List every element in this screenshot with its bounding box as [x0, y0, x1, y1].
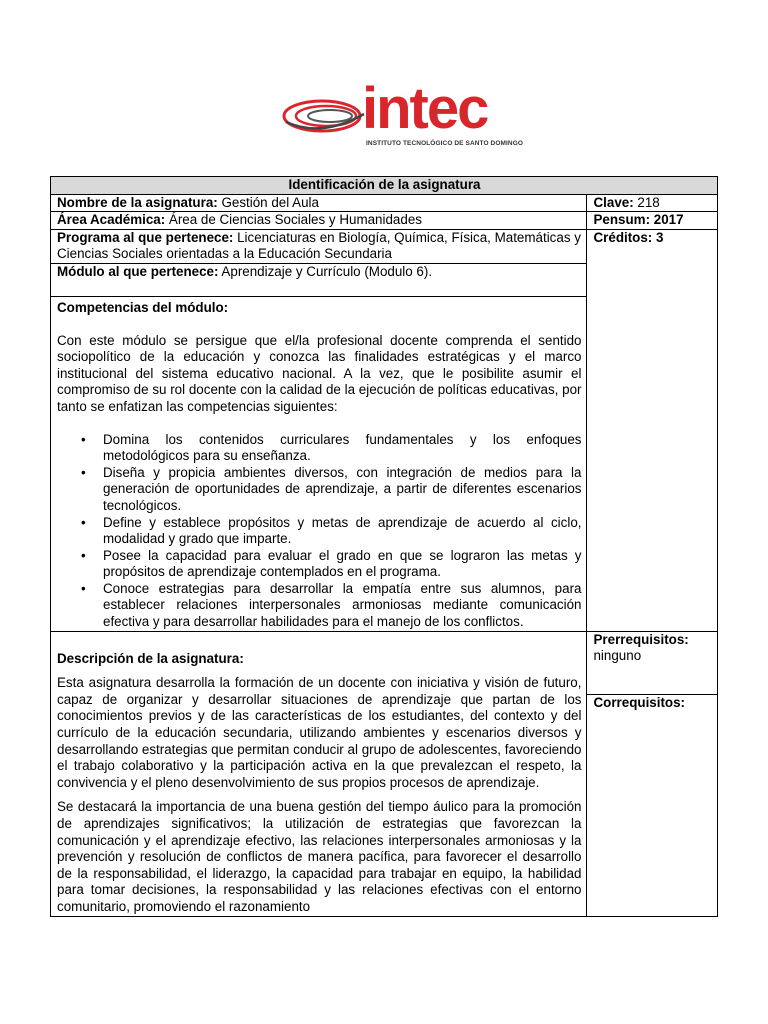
description-title: Descripción de la asignatura:	[57, 650, 244, 666]
competencies-cell	[51, 296, 587, 631]
description-paragraph-2: Se destacará la importancia de una buena gestión del tiempo áulico para la promoción de aprendizajes significativos; la utilización de estrategias que favorezcan la comunicación y el aprendizaje efectivo, las relaciones interpersonales armoniosas y la prevención y resolución de conflictos de manera pacífica, para favorecer el desarrollo de la responsabilidad, el liderazgo, la capacidad para trabajar en equipo, la habilidad para tomar decisiones, la responsabilidad y las relaciones efectivas con el entorno comunitario, promoviendo el razonamiento	[57, 799, 582, 914]
list-item: • Diseña y propicia ambientes diversos, con integración de medios para la generación de oportunidades de aprendizaje, a partir de diferentes escenarios tecnológicos.	[103, 465, 581, 515]
corequisites-cell	[587, 694, 718, 916]
intec-logo	[282, 76, 524, 158]
course-name-cell	[51, 194, 587, 212]
academic-area-cell	[51, 212, 587, 230]
program-label: Programa al que pertenece:	[57, 229, 234, 245]
prerequisites-cell	[587, 631, 718, 694]
course-code-cell	[587, 194, 718, 212]
program-cell	[51, 229, 587, 263]
course-code-value: 218	[633, 194, 660, 210]
module-cell	[51, 263, 587, 296]
table-header: Identificación de la asignatura	[51, 177, 718, 195]
module-value: Aprendizaje y Currículo (Modulo 6).	[218, 263, 433, 279]
academic-area-value: Área de Ciencias Sociales y Humanidades	[165, 212, 422, 228]
academic-area-label: Área Académica:	[57, 212, 166, 228]
competencies-title: Competencias del módulo:	[57, 299, 229, 315]
program-value: Licenciaturas en Biología, Química, Física, Matemáticas y Ciencias Sociales orientadas a la Educación Secundaria	[57, 229, 581, 262]
competencies-list	[57, 432, 581, 631]
pensum-label: Pensum: 2017	[593, 212, 684, 228]
list-item: • Posee la capacidad para evaluar el grado en que se lograron las metas y propósitos de aprendizaje contemplados en el programa.	[103, 548, 581, 581]
course-code-label: Clave:	[593, 194, 634, 210]
list-item: • Conoce estrategias para desarrollar la empatía entre sus alumnos, para establecer relaciones interpersonales armoniosas mediante comunicación efectiva y para desarrollar habilidades para el manejo de los conflictos.	[103, 581, 581, 631]
description-cell	[51, 631, 587, 916]
list-item: • Domina los contenidos curriculares fundamentales y los enfoques metodológicos para su enseñanza.	[103, 432, 581, 465]
credits-label: Créditos: 3	[593, 229, 664, 245]
logo-rings-icon	[282, 94, 368, 138]
course-name-label: Nombre de la asignatura:	[57, 194, 218, 210]
prerequisites-label: Prerrequisitos:	[593, 631, 689, 647]
list-item: • Define y establece propósitos y metas de aprendizaje de acuerdo al ciclo, modalidad y grado que imparte.	[103, 515, 581, 548]
prerequisites-value: ninguno	[593, 648, 642, 664]
course-name-value: Gestión del Aula	[217, 194, 319, 210]
logo-subtitle: INSTITUTO TECNOLÓGICO DE SANTO DOMINGO	[366, 140, 524, 147]
course-identification-table	[50, 176, 718, 917]
description-paragraph-1: Esta asignatura desarrolla la formación de un docente con iniciativa y visión de futuro, capaz de organizar y desarrollar situaciones de aprendizaje que partan de los conocimientos previos y de las características de los estudiantes, del contexto y del currículo de la educación secundaria, utilizando ambientes y escenarios diversos y desarrollando estrategias que permitan conducir al grupo de adolescentes, favoreciendo el trabajo colaborativo y la participación activa en la que prevalezcan el respeto, la convivencia y el pleno desenvolvimiento de sus propios procesos de aprendizaje.	[57, 675, 582, 790]
logo-wordmark: intec	[362, 76, 488, 141]
competencies-intro: Con este módulo se persigue que el/la profesional docente comprenda el sentido sociopolítico de la educación y conozca las finalidades estratégicas y el marco institucional del sistema educativo nacional. A la vez, que le posibilite asumir el compromiso de su rol docente con la calidad de la ejecución de políticas educativas, por tanto se enfatizan las competencias siguientes:	[57, 332, 582, 414]
credits-cell	[587, 229, 718, 631]
module-label: Módulo al que pertenece:	[57, 263, 219, 279]
pensum-cell	[587, 212, 718, 230]
corequisites-label: Correquisitos:	[593, 694, 685, 710]
